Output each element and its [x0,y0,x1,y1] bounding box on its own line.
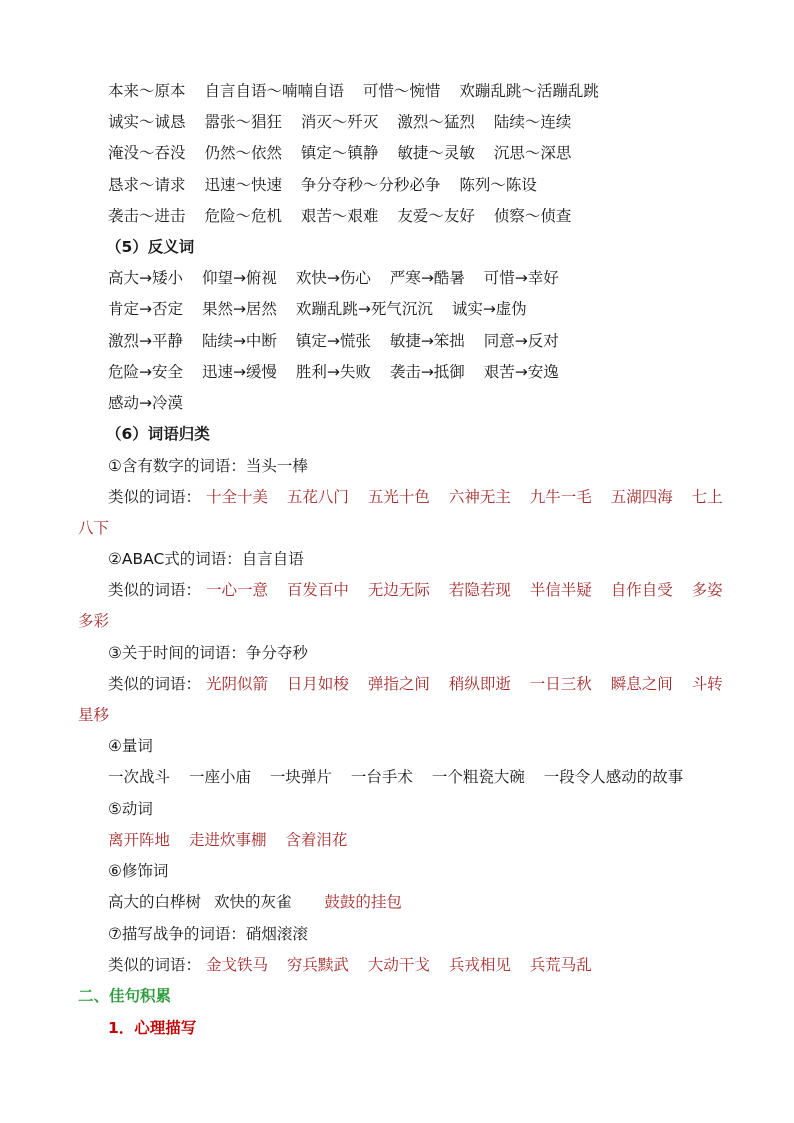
word-pair: 本来～原本 [108,82,186,100]
idiom: 日月如梭 [286,675,349,693]
synonym-row [108,175,537,195]
similar-words-line [108,487,723,507]
antonym-row [108,393,183,413]
idiom: 自作自受 [610,581,673,599]
word-pair: 侦察～侦查 [493,207,572,225]
category-label: ②ABAC式的词语：自言自语 [108,550,304,568]
word-pair: 激烈→平静 [108,332,183,350]
word-pair: 欢蹦乱跳→死气沉沉 [295,300,433,318]
similar-words-continuation: 星移 [78,706,110,724]
idiom: 百发百中 [286,581,349,599]
similar-prefix: 类似的词语： [108,488,202,506]
synonym-row [108,81,599,101]
word-pair: 诚实→虚伪 [451,300,527,318]
word-pair: 迅速～快速 [204,176,282,194]
idiom: 穷兵黩武 [286,956,349,974]
idiom: 十全十美 [205,488,268,506]
word-pair: 仍然～依然 [204,144,282,162]
category-label: ①含有数字的词语：当头一棒 [108,457,308,475]
word-pair: 消灭～歼灭 [300,113,379,131]
word-pair: 危险～危机 [204,207,282,225]
word-pair: 激烈～猛烈 [397,113,475,131]
idiom: 七上 [691,488,723,506]
word-pair: 陈列～陈设 [459,176,537,194]
similar-words-line [108,580,723,600]
word-pair: 迅速→缓慢 [201,363,277,381]
word-pair: 争分夺秒～分秒必争 [300,176,441,194]
word-pair: 欢快→伤心 [295,269,371,287]
word-pair: 可惜→幸好 [483,269,559,287]
antonym-row [108,299,527,319]
idiom: 稍纵即逝 [448,675,511,693]
word-pair: 嚣张～猖狂 [204,113,282,131]
antonym-row [108,331,559,351]
similar-prefix: 类似的词语： [108,581,202,599]
word-pair: 淹没～吞没 [108,144,186,162]
word-pair: 袭击～进击 [108,207,186,225]
word-pair: 肯定→否定 [108,300,183,318]
phrase: 欢快的灰雀 [213,893,292,911]
idiom: 五湖四海 [610,488,673,506]
word-pair: 果然→居然 [201,300,277,318]
word-pair: 袭击→抵御 [389,363,465,381]
phrase: 高大的白桦树 [108,893,202,911]
word-pair: 沉思～深思 [493,144,572,162]
subsection-heading: 1．心理描写 [108,1019,197,1037]
phrase: 一座小庙 [188,768,251,786]
word-pair: 高大→矮小 [108,269,183,287]
idiom: 五花八门 [286,488,349,506]
word-pair: 镇定→慌张 [295,332,371,350]
word-pair: 可惜～惋惜 [362,82,441,100]
section-heading: 二、佳句积累 [78,987,172,1005]
idiom: 半信半疑 [529,581,592,599]
word-pair: 艰苦→安逸 [483,363,559,381]
phrase: 一个粗瓷大碗 [431,768,525,786]
word-pair: 恳求～请求 [108,176,186,194]
idiom: 无边无际 [367,581,430,599]
similar-prefix: 类似的词语： [108,956,202,974]
idiom: 大动干戈 [367,956,430,974]
idiom: 光阴似箭 [205,675,268,693]
similar-words-line [108,674,723,694]
category-label: ⑥修饰词 [108,862,169,880]
idiom: 金戈铁马 [205,956,268,974]
word-pair: 仰望→俯视 [201,269,277,287]
antonyms-heading: （5）反义词 [106,238,195,256]
category-label: ③关于时间的词语：争分夺秒 [108,644,308,662]
category-label: ④量词 [108,737,153,755]
idiom: 九牛一毛 [529,488,592,506]
antonym-row [108,362,559,382]
verb-phrases-line [108,830,347,850]
word-pair: 同意→反对 [483,332,559,350]
similar-prefix: 类似的词语： [108,675,202,693]
word-pair: 陆续～连续 [493,113,572,131]
word-pair: 敏捷→笨拙 [389,332,465,350]
idiom: 一心一意 [205,581,268,599]
similar-words-continuation: 多彩 [78,612,110,630]
idiom: 若隐若现 [448,581,511,599]
phrase: 一段令人感动的故事 [543,768,684,786]
word-pair: 镇定～镇静 [300,144,379,162]
phrase: 一次战斗 [108,768,171,786]
synonym-row [108,206,571,226]
word-pair: 自言自语～喃喃自语 [204,82,344,100]
idiom: 兵戎相见 [448,956,511,974]
word-pair: 感动→冷漠 [108,394,183,412]
phrase: 含着泪花 [285,831,348,849]
synonym-row [108,143,571,163]
antonym-row [108,268,559,288]
phrase: 走进炊事棚 [188,831,267,849]
word-pair: 欢蹦乱跳～活蹦乱跳 [459,82,599,100]
idiom: 兵荒马乱 [529,956,592,974]
phrase: 一块弹片 [269,768,332,786]
phrase: 离开阵地 [108,831,171,849]
idiom: 一日三秋 [529,675,592,693]
measure-words-line [108,767,683,787]
category-label: ⑤动词 [108,800,153,818]
word-pair: 陆续→中断 [201,332,277,350]
category-label: ⑦描写战争的词语：硝烟滚滚 [108,925,308,943]
phrase: 一台手术 [350,768,413,786]
word-pair: 胜利→失败 [295,363,371,381]
word-pair: 危险→安全 [108,363,183,381]
classification-heading: （6）词语归类 [106,425,210,443]
idiom: 斗转 [691,675,723,693]
idiom: 五光十色 [367,488,430,506]
word-pair: 敏捷～灵敏 [397,144,475,162]
phrase: 鼓鼓的挂包 [324,893,402,911]
word-pair: 诚实～诚恳 [108,113,186,131]
word-pair: 艰苦～艰难 [300,207,379,225]
idiom: 瞬息之间 [610,675,673,693]
similar-words-line [108,955,592,975]
idiom: 多姿 [691,581,723,599]
word-pair: 友爱～友好 [397,207,475,225]
idiom: 弹指之间 [367,675,430,693]
modifier-phrases-line [108,892,402,912]
idiom: 六神无主 [448,488,511,506]
word-pair: 严寒→酷暑 [389,269,465,287]
synonym-row [108,112,571,132]
similar-words-continuation: 八下 [78,519,110,537]
